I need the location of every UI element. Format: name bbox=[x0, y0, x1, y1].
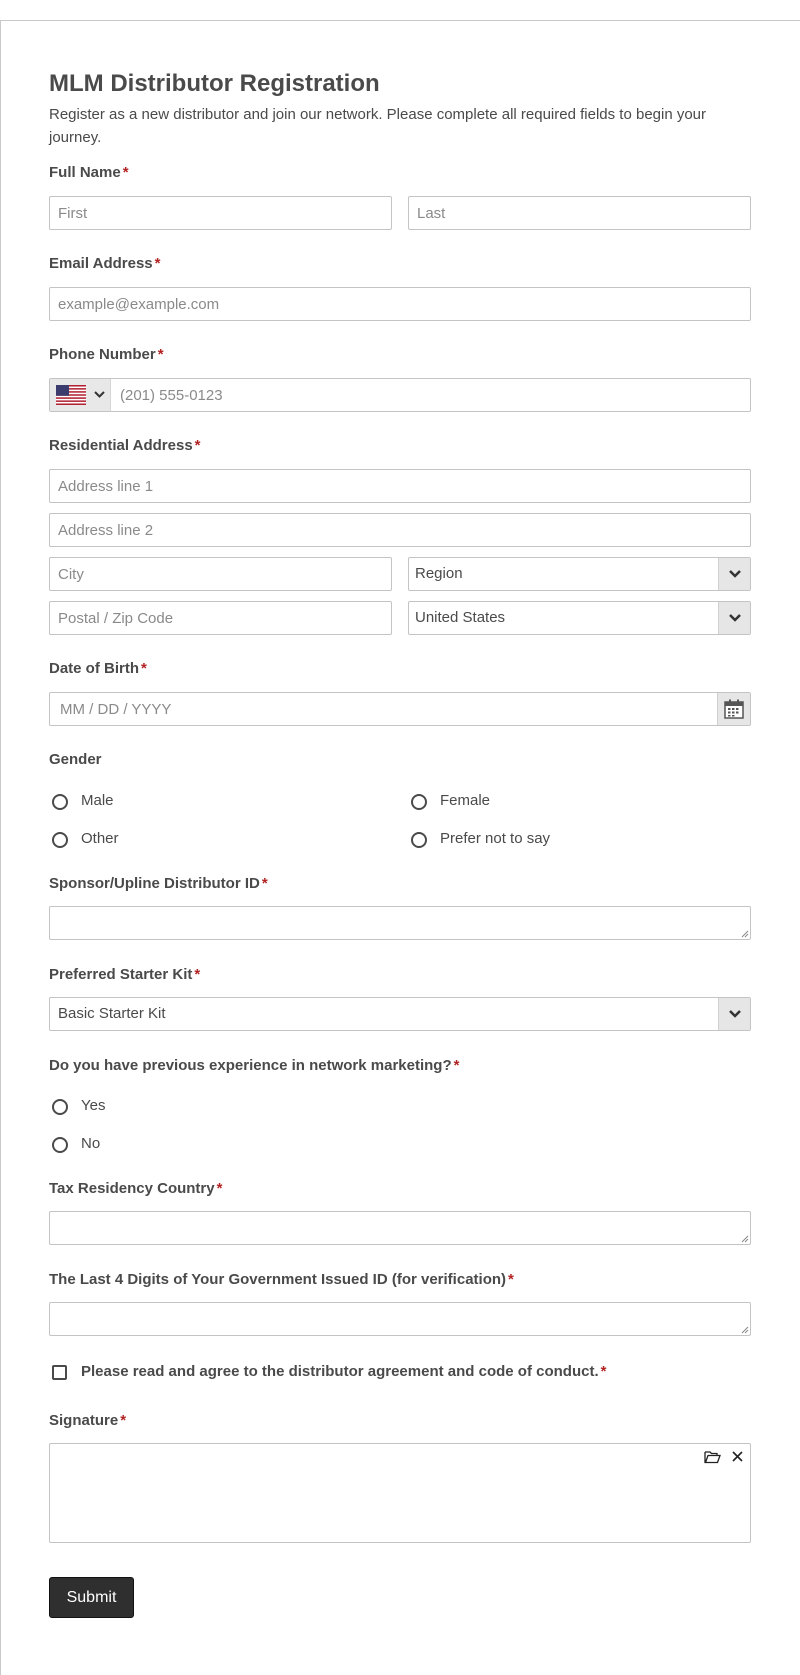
phone-label-text: Phone Number bbox=[49, 346, 156, 363]
gender-other-radio[interactable] bbox=[52, 832, 68, 848]
resize-grip-icon[interactable] bbox=[741, 930, 749, 938]
experience-no-label: No bbox=[81, 1135, 101, 1152]
required-marker: * bbox=[194, 966, 201, 983]
calendar-icon bbox=[724, 699, 744, 719]
resize-grip-icon[interactable] bbox=[741, 1235, 749, 1243]
chevron-down-icon bbox=[94, 390, 105, 399]
gender-prefer-not-label: Prefer not to say bbox=[440, 830, 551, 847]
phone-input[interactable] bbox=[112, 379, 750, 411]
sponsor-label-text: Sponsor/Upline Distributor ID bbox=[49, 875, 260, 892]
dob-input[interactable] bbox=[50, 693, 716, 725]
folder-open-icon[interactable] bbox=[704, 1450, 721, 1464]
gender-other-label: Other bbox=[81, 830, 119, 847]
experience-yes-label: Yes bbox=[81, 1097, 106, 1114]
last-name-input[interactable] bbox=[408, 196, 751, 230]
sponsor-label bbox=[49, 875, 268, 892]
email-input[interactable] bbox=[49, 287, 751, 321]
signature-label-text: Signature bbox=[49, 1412, 119, 1429]
required-marker: * bbox=[154, 255, 161, 272]
starter-kit-select[interactable] bbox=[49, 997, 751, 1031]
gender-label-text: Gender bbox=[49, 751, 102, 768]
gov-id-label-text: The Last 4 Digits of Your Government Issued ID (for verification) bbox=[49, 1271, 507, 1288]
us-flag-icon bbox=[56, 385, 86, 405]
address-line1-input[interactable] bbox=[49, 469, 751, 503]
experience-label bbox=[49, 1057, 459, 1074]
required-marker: * bbox=[157, 346, 164, 363]
gov-id-textarea[interactable] bbox=[49, 1302, 751, 1336]
agreement-label-text: Please read and agree to the distributor agreement and code of conduct. bbox=[81, 1363, 599, 1380]
city-input[interactable] bbox=[49, 557, 392, 591]
experience-yes-radio[interactable] bbox=[52, 1099, 68, 1115]
required-marker: * bbox=[120, 1412, 127, 1429]
gender-prefer-not-radio[interactable] bbox=[411, 832, 427, 848]
agreement-checkbox[interactable] bbox=[52, 1365, 67, 1380]
close-icon[interactable] bbox=[731, 1450, 744, 1463]
starter-kit-label bbox=[49, 966, 200, 983]
tax-country-label-text: Tax Residency Country bbox=[49, 1180, 215, 1197]
address-label-text: Residential Address bbox=[49, 437, 193, 454]
gender-female-radio[interactable] bbox=[411, 794, 427, 810]
experience-label-text: Do you have previous experience in network marketing? bbox=[49, 1057, 452, 1074]
starter-kit-dropdown-arrow bbox=[718, 998, 750, 1030]
agreement-label bbox=[81, 1363, 606, 1380]
address-line2-input[interactable] bbox=[49, 513, 751, 547]
signature-pad[interactable] bbox=[49, 1443, 751, 1543]
region-select[interactable] bbox=[408, 557, 751, 591]
gender-label bbox=[49, 751, 102, 768]
region-select-value: Region bbox=[415, 565, 463, 582]
submit-button[interactable]: Submit bbox=[49, 1577, 134, 1618]
phone-field bbox=[49, 378, 751, 412]
region-dropdown-arrow bbox=[718, 558, 750, 590]
calendar-button[interactable] bbox=[717, 693, 750, 725]
gender-female-label: Female bbox=[440, 792, 491, 809]
dob-label-text: Date of Birth bbox=[49, 660, 139, 677]
required-marker: * bbox=[600, 1363, 607, 1380]
required-marker: * bbox=[508, 1271, 514, 1288]
country-select[interactable] bbox=[408, 601, 751, 635]
tax-country-label bbox=[49, 1180, 222, 1197]
required-marker: * bbox=[141, 660, 147, 677]
starter-kit-label-text: Preferred Starter Kit bbox=[49, 966, 193, 983]
sponsor-id-textarea[interactable] bbox=[49, 906, 751, 940]
dob-label bbox=[49, 660, 147, 677]
country-code-selector[interactable] bbox=[50, 379, 111, 411]
required-marker: * bbox=[261, 875, 268, 892]
experience-no-radio[interactable] bbox=[52, 1137, 68, 1153]
country-dropdown-arrow bbox=[718, 602, 750, 634]
gender-male-radio[interactable] bbox=[52, 794, 68, 810]
form-title: MLM Distributor Registration bbox=[49, 70, 380, 97]
gov-id-label bbox=[49, 1271, 514, 1288]
required-marker: * bbox=[216, 1180, 223, 1197]
full-name-label-text: Full Name bbox=[49, 164, 121, 181]
tax-country-textarea[interactable] bbox=[49, 1211, 751, 1245]
signature-label bbox=[49, 1412, 126, 1429]
starter-kit-select-value: Basic Starter Kit bbox=[58, 1005, 166, 1022]
country-select-value: United States bbox=[415, 609, 506, 626]
required-marker: * bbox=[122, 164, 129, 181]
chevron-down-icon bbox=[728, 1009, 742, 1019]
dob-field bbox=[49, 692, 751, 726]
chevron-down-icon bbox=[728, 613, 742, 623]
email-label bbox=[49, 255, 161, 272]
form-description: Register as a new distributor and join our network. Please complete all required fields to begin your journey. bbox=[49, 106, 707, 146]
resize-grip-icon[interactable] bbox=[741, 1326, 749, 1334]
required-marker: * bbox=[194, 437, 201, 454]
required-marker: * bbox=[453, 1057, 460, 1074]
postal-code-input[interactable] bbox=[49, 601, 392, 635]
first-name-input[interactable] bbox=[49, 196, 392, 230]
address-label bbox=[49, 437, 201, 454]
full-name-label bbox=[49, 164, 129, 181]
gender-male-label: Male bbox=[81, 792, 114, 809]
email-label-text: Email Address bbox=[49, 255, 153, 272]
phone-label bbox=[49, 346, 164, 363]
chevron-down-icon bbox=[728, 569, 742, 579]
